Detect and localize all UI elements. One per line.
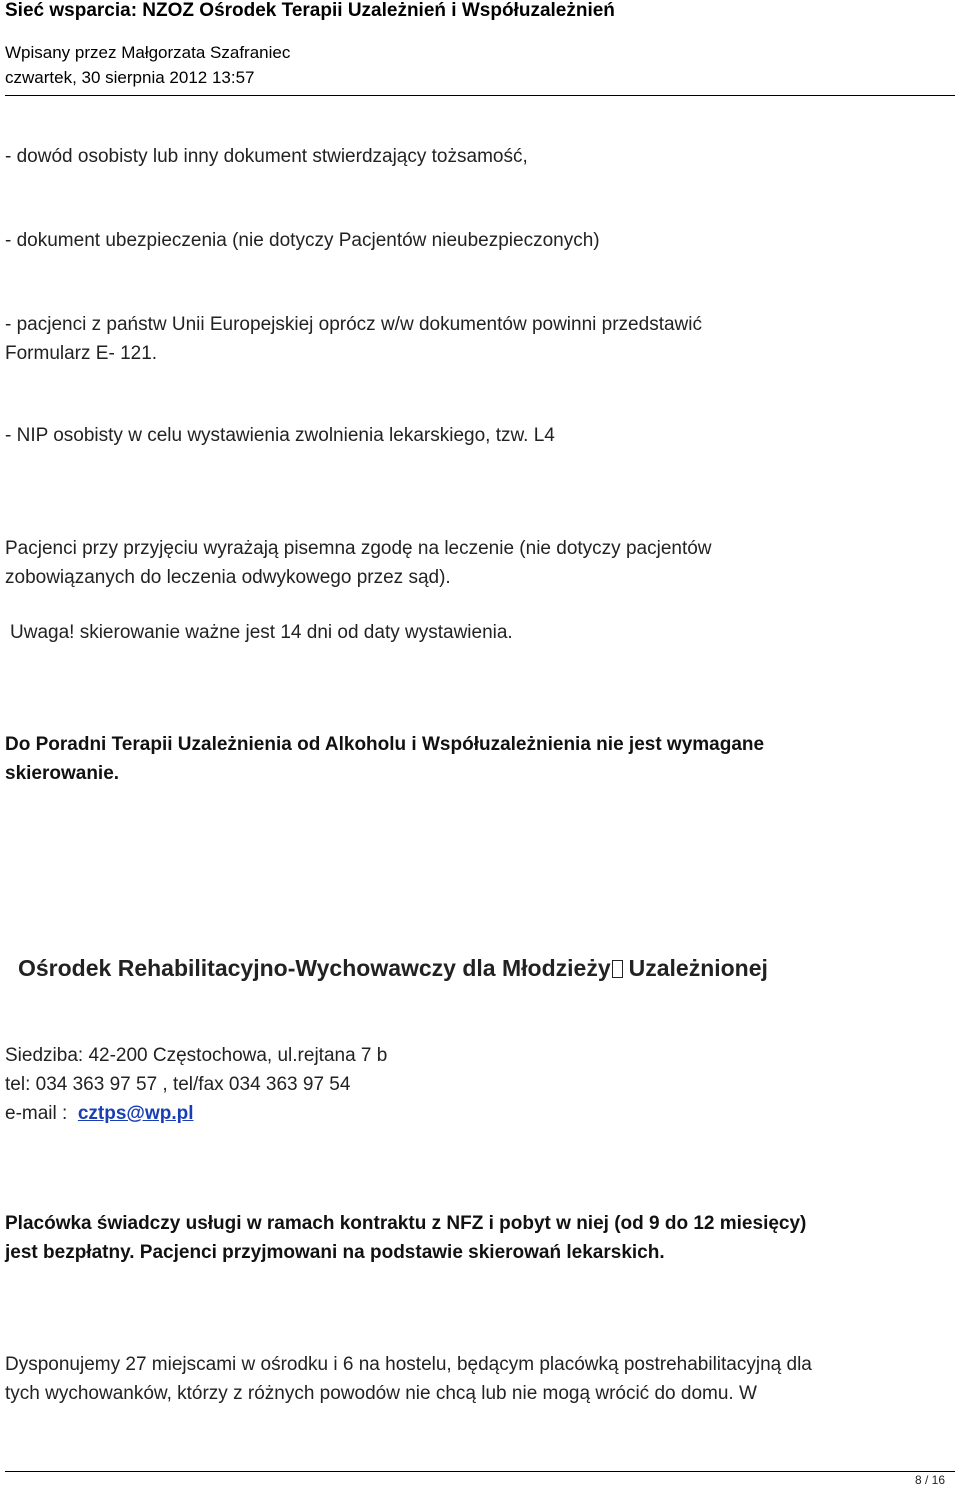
footer-divider: [5, 1471, 955, 1472]
list-item: - pacjenci z państw Unii Europejskiej oprócz w/w dokumentów powinni przedstawić: [5, 314, 702, 335]
note-text: Uwaga! skierowanie ważne jest 14 dni od daty wystawienia.: [10, 622, 513, 643]
list-item: - dowód osobisty lub inny dokument stwierdzający tożsamość,: [5, 146, 528, 167]
consent-paragraph: Pacjenci przy przyjęciu wyrażają pisemna zgodę na leczenie (nie dotyczy pacjentów: [5, 538, 712, 559]
alcohol-clinic-notice: skierowanie.: [5, 763, 120, 784]
alcohol-clinic-notice: Do Poradni Terapii Uzależnienia od Alkoholu i Współuzależnienia nie jest wymagane: [5, 734, 765, 755]
document-title: Sieć wsparcia: NZOZ Ośrodek Terapii Uzależnień i Współuzależnień: [5, 0, 615, 21]
date-line: czwartek, 30 sierpnia 2012 13:57: [5, 68, 255, 87]
author-line: Wpisany przez Małgorzata Szafraniec: [5, 43, 291, 62]
list-item: - NIP osobisty w celu wystawienia zwolnienia lekarskiego, tzw. L4: [5, 425, 555, 446]
consent-paragraph: zobowiązanych do leczenia odwykowego przez sąd).: [5, 567, 451, 588]
center-heading: [18, 954, 960, 983]
center-heading-part: Uzależnionej: [628, 955, 768, 981]
center-heading-part: Ośrodek Rehabilitacyjno-Wychowawczy dla Młodzieży: [18, 955, 611, 981]
nfz-paragraph: Placówka świadczy usługi w ramach kontraktu z NFZ i pobyt w niej (od 9 do 12 miesięcy): [5, 1213, 807, 1234]
missing-glyph-icon: [612, 960, 623, 978]
list-item-continuation: Formularz E- 121.: [5, 343, 158, 364]
page-number: 8 / 16: [914, 1473, 945, 1487]
address-line: Siedziba: 42-200 Częstochowa, ul.rejtana 7 b: [5, 1045, 388, 1066]
capacity-paragraph: tych wychowanków, którzy z różnych powodów nie chcą lub nie mogą wrócić do domu. W: [5, 1383, 757, 1404]
email-line: [5, 1099, 955, 1128]
email-link[interactable]: cztps@wp.pl: [77, 1103, 194, 1124]
capacity-paragraph: Dysponujemy 27 miejscami w ośrodku i 6 na hostelu, będącym placówką postrehabilitacyjną dla: [5, 1354, 812, 1375]
list-item: - dokument ubezpieczenia (nie dotyczy Pacjentów nieubezpieczonych): [5, 230, 600, 251]
header-divider: [5, 95, 955, 96]
email-label: e-mail :: [5, 1103, 68, 1124]
nfz-paragraph: jest bezpłatny. Pacjenci przyjmowani na podstawie skierowań lekarskich.: [5, 1242, 665, 1263]
phone-line: tel: 034 363 97 57 , tel/fax 034 363 97 54: [5, 1074, 351, 1095]
